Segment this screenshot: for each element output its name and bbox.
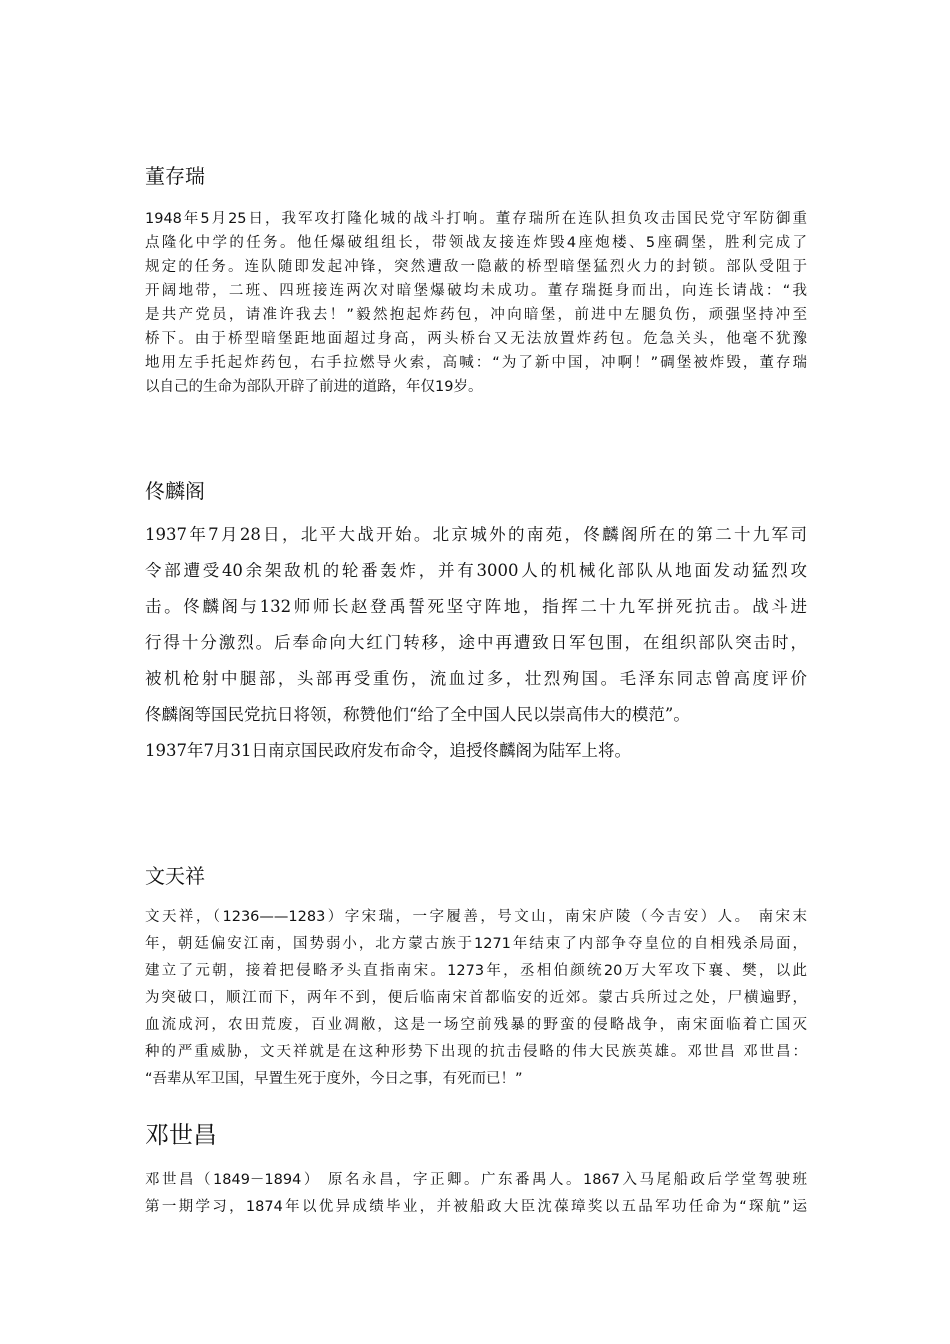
section-title: 佟麟阁 (145, 479, 205, 503)
paragraph-line: 邓世昌（1849－1894） 原名永昌，字正卿。广东番禺人。1867入马尾船政后学堂驾驶班 (145, 1172, 807, 1188)
paragraph-line: 佟麟阁等国民党抗日将领，称赞他们“给了全中国人民以崇高伟大的模范”。 (145, 705, 690, 724)
paragraph-line: 文天祥，（1236——1283）字宋瑞，一字履善，号文山，南宋庐陵（今吉安）人。 南宋末 (145, 909, 807, 925)
paragraph-line: 点隆化中学的任务。他任爆破组组长，带领战友接连炸毁4座炮楼、5座碉堡，胜利完成了 (145, 235, 807, 251)
paragraph-line: 血流成河，农田荒废，百业凋敝，这是一场空前残暴的野蛮的侵略战争，南宋面临着亡国灭 (145, 1017, 807, 1033)
section-title: 邓世昌 (145, 1121, 217, 1149)
section-title: 文天祥 (145, 864, 205, 888)
paragraph-line: “吾辈从军卫国，早置生死于度外，今日之事，有死而已！” (145, 1071, 523, 1087)
paragraph-line: 行得十分激烈。后奉命向大红门转移，途中再遭致日军包围，在组织部队突击时， (145, 633, 807, 652)
paragraph-line: 种的严重威胁，文天祥就是在这种形势下出现的抗击侵略的伟大民族英雄。邓世昌 邓世昌： (145, 1044, 807, 1060)
section-title: 董存瑞 (145, 164, 205, 188)
paragraph-line: 开阔地带，二班、四班接连两次对暗堡爆破均未成功。董存瑞挺身而出，向连长请战：“我 (145, 283, 807, 299)
paragraph-line: 桥下。由于桥型暗堡距地面超过身高，两头桥台又无法放置炸药包。危急关头，他毫不犹豫 (145, 331, 807, 347)
paragraph-line: 建立了元朝，接着把侵略矛头直指南宋。1273年，丞相伯颜统20万大军攻下襄、樊，以此 (145, 963, 807, 979)
paragraph-line: 是共产党员，请准许我去！”毅然抱起炸药包，冲向暗堡，前进中左腿负伤，顽强坚持冲至 (145, 307, 807, 323)
paragraph-line: 1937年7月31日南京国民政府发布命令，追授佟麟阁为陆军上将。 (145, 741, 631, 760)
paragraph-line: 击。佟麟阁与132师师长赵登禹誓死坚守阵地，指挥二十九军拼死抗击。战斗进 (145, 597, 807, 616)
paragraph-line: 规定的任务。连队随即发起冲锋，突然遭敌一隐蔽的桥型暗堡猛烈火力的封锁。部队受阻于 (145, 259, 807, 275)
paragraph-line: 年，朝廷偏安江南，国势弱小，北方蒙古族于1271年结束了内部争夺皇位的自相残杀局面， (145, 936, 807, 952)
paragraph-line: 地用左手托起炸药包，右手拉燃导火索，高喊：“为了新中国，冲啊！”碉堡被炸毁，董存瑞 (145, 355, 807, 371)
paragraph-line: 1937年7月28日，北平大战开始。北京城外的南苑，佟麟阁所在的第二十九军司 (145, 525, 807, 544)
paragraph-line: 第一期学习，1874年以优异成绩毕业，并被船政大臣沈葆璋奖以五品军功任命为“琛航”运 (145, 1199, 807, 1215)
paragraph-line: 令部遭受40余架敌机的轮番轰炸，并有3000人的机械化部队从地面发动猛烈攻 (145, 561, 807, 580)
paragraph-line: 1948年5月25日，我军攻打隆化城的战斗打响。董存瑞所在连队担负攻击国民党守军防御重 (145, 211, 807, 227)
paragraph-line: 以自己的生命为部队开辟了前进的道路，年仅19岁。 (145, 379, 483, 395)
paragraph-line: 为突破口，顺江而下，两年不到，便后临南宋首都临安的近郊。蒙古兵所过之处，尸横遍野， (145, 990, 807, 1006)
paragraph-line: 被机枪射中腿部，头部再受重伤，流血过多，壮烈殉国。毛泽东同志曾高度评价 (145, 669, 807, 688)
